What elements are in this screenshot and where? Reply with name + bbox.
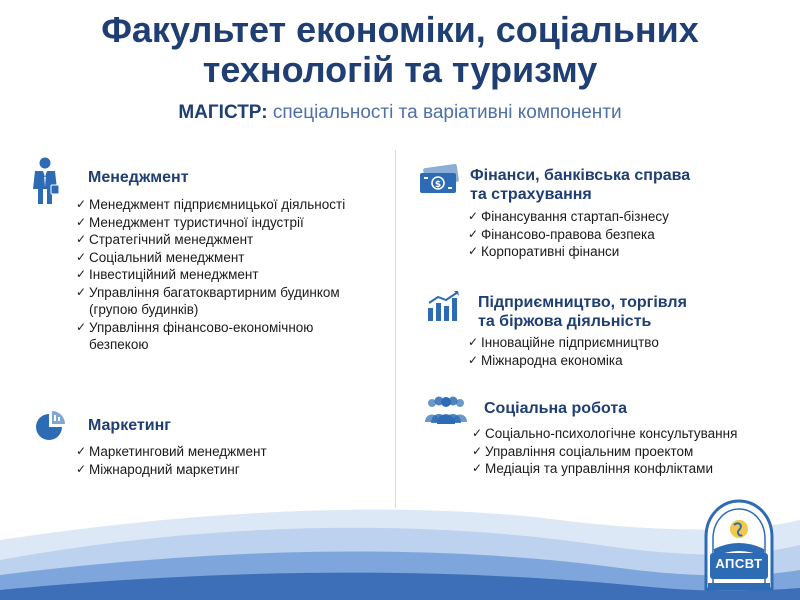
list-item: ✓ Корпоративні фінанси [468, 243, 778, 261]
list-item: ✓ Маркетинговий менеджмент [76, 443, 376, 461]
page-title-line2: технологій та туризму [202, 49, 598, 90]
bar-chart-icon [426, 290, 462, 322]
column-divider [395, 150, 396, 508]
list-item: ✓ Соціальний менеджмент [76, 249, 376, 267]
section-title-entrepreneurship [478, 293, 687, 331]
list-item: ✓ Фінансування стартап-бізнесу [468, 208, 778, 226]
money-icon [418, 164, 460, 198]
page-title [0, 10, 800, 90]
list-item: ✓ Менеджмент туристичної індустрії [76, 214, 376, 232]
logo-text: АПСВТ [715, 556, 763, 571]
entrepreneurship-title-line1: Підприємництво, торгівля [478, 294, 687, 311]
subtitle-text: спеціальності та варіативні компоненти [272, 102, 622, 123]
page-title-line1: Факультет економіки, соціальних [101, 9, 699, 50]
list-item: ✓ Стратегічний менеджмент [76, 231, 376, 249]
list-item: ✓ Управління багатоквартирним будинком (групою будинків) [76, 284, 376, 319]
businessman-icon [30, 157, 60, 205]
list-item: ✓ Міжнародна економіка [468, 352, 778, 370]
subtitle-lead: МАГІСТР: [178, 102, 268, 123]
decorative-waves [0, 490, 800, 600]
section-title-marketing: Маркетинг [88, 417, 171, 434]
list-item: ✓ Міжнародний маркетинг [76, 461, 376, 479]
people-group-icon [424, 394, 468, 424]
list-item: ✓ Фінансово-правова безпека [468, 226, 778, 244]
list-item: ✓ Інноваційне підприємництво [468, 334, 778, 352]
finance-title-line1: Фінанси, банківська справа [470, 167, 691, 184]
list-item: ✓ Інвестиційний менеджмент [76, 266, 376, 284]
finance-items [468, 208, 778, 261]
finance-title-line2: та страхування [470, 186, 592, 203]
academy-emblem-icon [700, 497, 778, 597]
svg-text:$: $ [434, 180, 442, 190]
list-item: ✓ Соціально-психологічне консультування [472, 425, 782, 443]
section-title-social: Соціальна робота [484, 400, 628, 417]
marketing-items [76, 443, 376, 478]
list-item: ✓ Управління фінансово-економічною безпекою [76, 319, 376, 354]
list-item: ✓ Медіація та управління конфліктами [472, 460, 782, 478]
entrepreneurship-title-line2: та біржова діяльність [478, 313, 652, 330]
social-items [472, 425, 782, 478]
list-item: ✓ Менеджмент підприємницької діяльності [76, 196, 376, 214]
section-title-finance [470, 166, 690, 204]
list-item: ✓ Управління соціальним проектом [472, 443, 782, 461]
pie-chart-icon [34, 411, 66, 443]
entrepreneurship-items [468, 334, 778, 369]
management-items [76, 196, 376, 354]
section-title-management: Менеджмент [88, 169, 189, 186]
page-subtitle [0, 102, 800, 124]
